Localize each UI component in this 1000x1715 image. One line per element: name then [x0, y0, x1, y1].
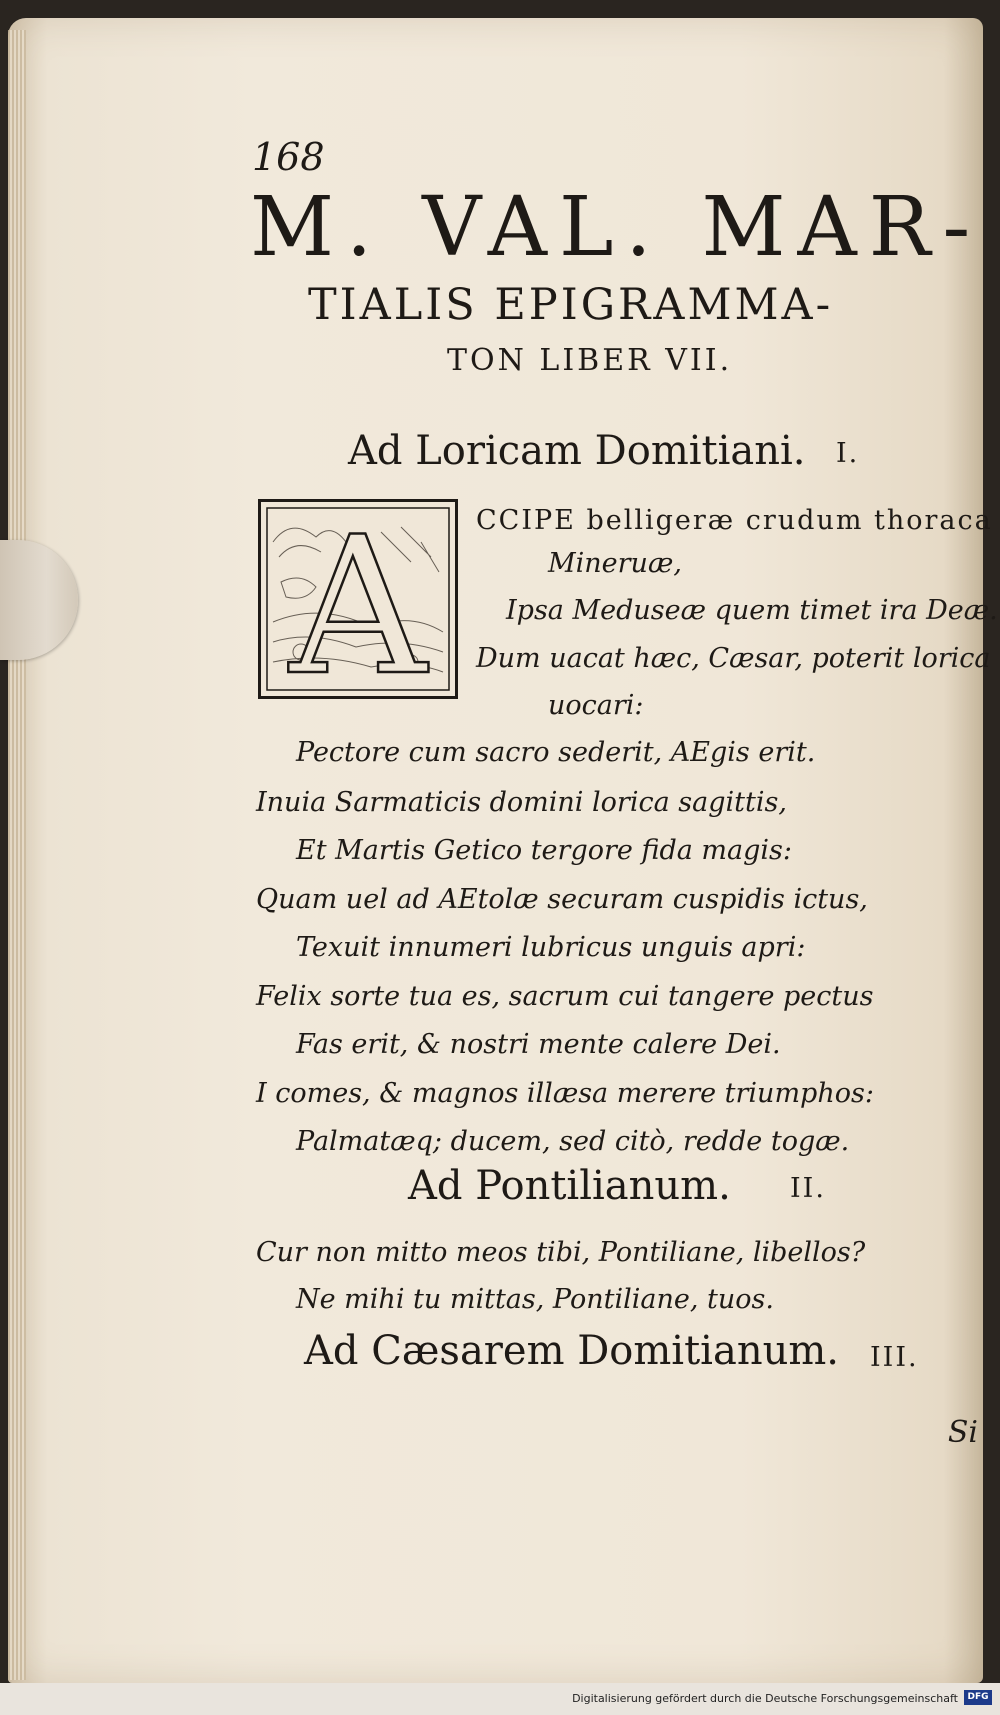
page-number: 168 [252, 135, 325, 179]
epigram-1-heading: Ad Loricam Domitiani. [348, 428, 806, 474]
verse-line: Pectore cum sacro sederit, AEgis erit. [296, 737, 816, 768]
verse-line: Quam uel ad AEtolæ securam cuspidis ictus, [256, 884, 868, 915]
verse-line: Palmatæq; ducem, sed citò, redde togæ. [296, 1126, 850, 1157]
epigram-3-number: III. [870, 1342, 919, 1373]
catchword: Si [947, 1415, 978, 1450]
woodcut-illustration [261, 502, 455, 696]
verse-line: Texuit innumeri lubricus unguis apri: [296, 932, 806, 963]
verse-line: Cur non mitto meos tibi, Pontiliane, libellos? [256, 1237, 866, 1268]
verse-line: Dum uacat hæc, Cæsar, poterit lorica [476, 643, 991, 674]
epigram-2-number: II. [790, 1173, 826, 1204]
verse-line: Felix sorte tua es, sacrum cui tangere pectus [256, 981, 874, 1012]
epigram-3-heading: Ad Cæsarem Domitianum. [304, 1328, 839, 1374]
epigram-1-number: I. [836, 438, 860, 469]
verse-line: Fas erit, & nostri mente calere Dei. [296, 1029, 781, 1060]
title-line-1: M. VAL. MAR- [250, 180, 983, 275]
title-line-3: TON LIBER VII. [447, 343, 733, 378]
verse-line: CCIPE belligeræ crudum thoraca [476, 505, 993, 536]
footer-note: Digitalisierung gefördert durch die Deutsche Forschungsgemeinschaft [572, 1692, 958, 1705]
verse-line: Ipsa Meduseæ quem timet ira Deæ. [506, 595, 998, 626]
title-line-2: TIALIS EPIGRAMMA- [308, 280, 834, 330]
dfg-logo: DFG [964, 1690, 992, 1705]
verse-line: Inuia Sarmaticis domini lorica sagittis, [256, 787, 787, 818]
verse-line: Et Martis Getico tergore fida magis: [296, 835, 792, 866]
verse-line: uocari: [548, 690, 644, 721]
page-edges [8, 30, 26, 1680]
initial-letter: A [289, 502, 427, 696]
verse-line: Mineruæ, [548, 548, 682, 579]
epigram-2-heading: Ad Pontilianum. [408, 1163, 731, 1209]
decorated-initial [258, 499, 458, 699]
verse-line: I comes, & magnos illæsa merere triumphos: [256, 1078, 874, 1109]
verse-line: Ne mihi tu mittas, Pontiliane, tuos. [296, 1284, 774, 1315]
